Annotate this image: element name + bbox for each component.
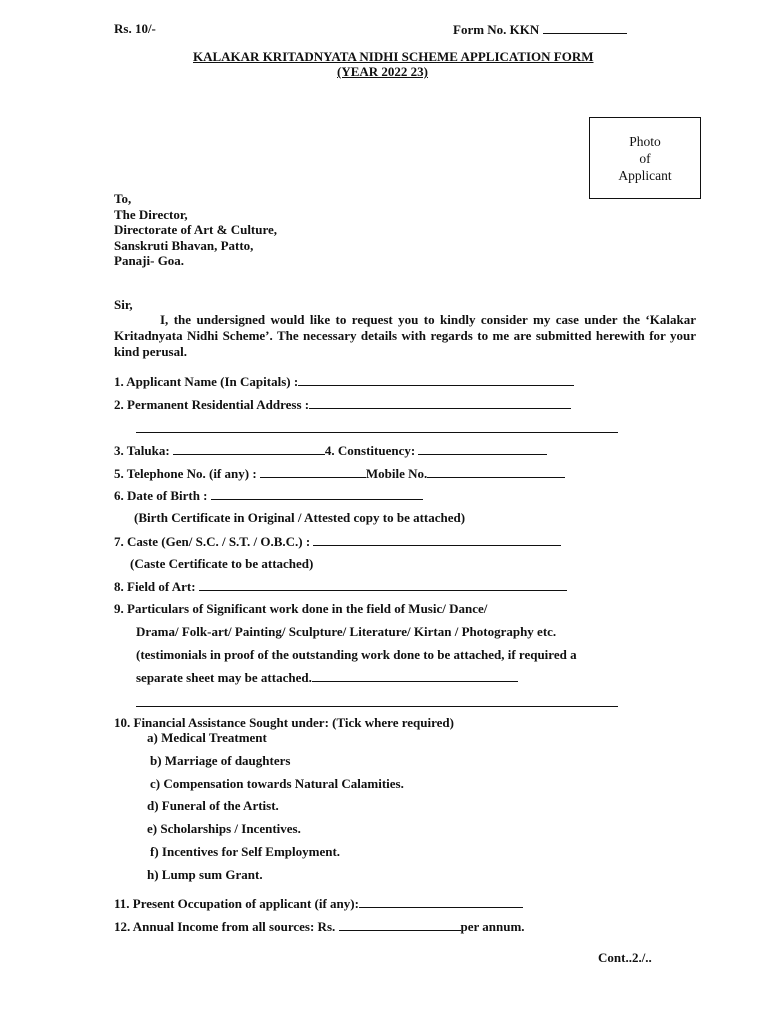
address-line: The Director, [114, 206, 188, 222]
field-taluka: 3. Taluka: 4. Constituency: [114, 442, 547, 459]
photo-box-line-3: Applicant [618, 167, 672, 183]
address-blank-line-2[interactable] [136, 432, 618, 433]
address-line: Directorate of Art & Culture, [114, 222, 278, 237]
field-applicant-name: 1. Applicant Name (In Capitals) : [114, 373, 574, 390]
form-year: (YEAR 2022 23) [337, 64, 428, 79]
field-annual-income: 12. Annual Income from all sources: Rs. per annum. [114, 919, 525, 934]
caste-blank[interactable] [313, 533, 561, 546]
option-marriage-of-daughters[interactable]: b) Marriage of daughters [150, 753, 291, 768]
significant-work-blank[interactable] [312, 669, 518, 682]
photo-box-line-1: Photo [629, 133, 661, 149]
field-art-blank[interactable] [199, 578, 567, 591]
significant-work-line-2: Drama/ Folk-art/ Painting/ Sculpture/ Literature/ Kirtan / Photography etc. [136, 624, 557, 639]
address-line: Sanskruti Bhavan, Patto, [114, 237, 254, 253]
form-title: KALAKAR KRITADNYATA NIDHI SCHEME APPLICATION FORM [193, 49, 594, 64]
significant-work-line-3: (testimonials in proof of the outstanding work done to be attached, if required a [136, 647, 577, 662]
caste-note: (Caste Certificate to be attached) [130, 556, 314, 571]
option-self-employment[interactable]: f) Incentives for Self Employment. [150, 844, 341, 859]
occupation-blank[interactable] [359, 895, 523, 908]
field-mobile: Mobile No. [365, 466, 428, 481]
form-number-label: Form No. KKN [453, 21, 627, 38]
option-lump-sum-grant[interactable]: h) Lump sum Grant. [147, 867, 263, 882]
field-caste: 7. Caste (Gen/ S.C. / S.T. / O.B.C.) : [114, 533, 561, 550]
option-funeral[interactable]: d) Funeral of the Artist. [147, 798, 279, 813]
dob-note: (Birth Certificate in Original / Attested copy to be attached) [134, 510, 466, 525]
field-residential-address: 2. Permanent Residential Address : [114, 396, 571, 413]
photo-box-line-2: of [639, 150, 651, 166]
option-scholarships[interactable]: e) Scholarships / Incentives. [147, 821, 301, 836]
annual-income-blank[interactable] [339, 918, 461, 931]
field-significant-work: 9. Particulars of Significant work done in the field of Music/ Dance/ [114, 601, 488, 616]
significant-work-line-4: separate sheet may be attached. [136, 669, 518, 686]
telephone-blank[interactable] [260, 465, 366, 478]
mobile-blank[interactable] [427, 465, 565, 478]
constituency-blank[interactable] [418, 442, 547, 455]
option-medical-treatment[interactable]: a) Medical Treatment [147, 730, 267, 745]
applicant-name-blank[interactable] [298, 373, 574, 386]
significant-work-blank-line-2[interactable] [136, 706, 618, 707]
field-art: 8. Field of Art: [114, 578, 567, 595]
field-date-of-birth: 6. Date of Birth : [114, 487, 423, 504]
field-financial-assistance: 10. Financial Assistance Sought under: (Tick where required) [114, 715, 454, 730]
continued-note: Cont..2./.. [598, 950, 652, 965]
address-blank[interactable] [309, 396, 571, 409]
field-telephone: 5. Telephone No. (if any) : Mobile No. [114, 465, 565, 482]
field-occupation: 11. Present Occupation of applicant (if any): [114, 895, 523, 912]
dob-blank[interactable] [211, 487, 423, 500]
field-constituency: 4. Constituency: [324, 443, 419, 458]
intro-paragraph: I, the undersigned would like to request you to kindly consider my case under the ‘Kalakar Kritadnyata Nidhi Scheme’. The necessary details with regards to me are submitted herewith for your kind perusal. [114, 312, 696, 359]
address-line: To, [114, 191, 132, 206]
option-natural-calamities[interactable]: c) Compensation towards Natural Calamities. [150, 776, 404, 791]
address-line: Panaji- Goa. [114, 253, 185, 268]
taluka-blank[interactable] [173, 442, 325, 455]
form-number-blank[interactable] [543, 21, 627, 34]
recipient-address [114, 191, 277, 269]
photo-box[interactable] [589, 117, 701, 199]
form-price: Rs. 10/- [114, 21, 156, 36]
salutation: Sir, [114, 297, 133, 312]
